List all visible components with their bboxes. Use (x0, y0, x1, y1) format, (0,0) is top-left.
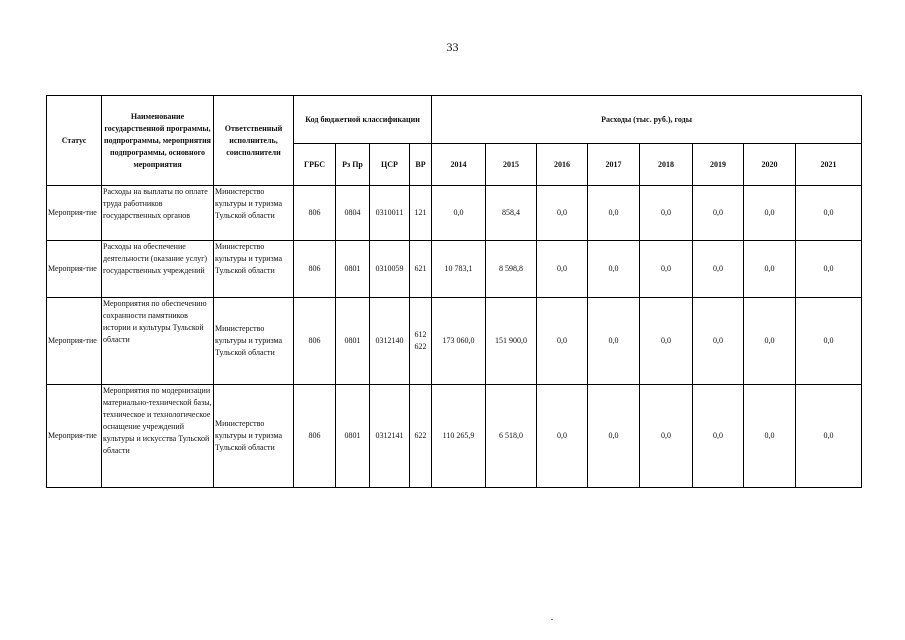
value-cell: 0,0 (744, 186, 796, 241)
grbs-cell: 806 (294, 241, 336, 298)
name-cell: Мероприятия по модернизации материально-технической базы, техническое и технологическое оснащение учреждений культуры и искусства Тульской области (102, 385, 214, 488)
csr-cell: 0312141 (370, 385, 410, 488)
value-cell: 0,0 (796, 241, 862, 298)
value-cell: 0,0 (640, 241, 693, 298)
status-cell: Мероприя-тие (47, 298, 102, 385)
value-cell: 0,0 (693, 241, 744, 298)
value-cell: 0,0 (537, 385, 588, 488)
value-cell: 0,0 (537, 241, 588, 298)
csr-cell: 0312140 (370, 298, 410, 385)
value-cell: 110 265,9 (432, 385, 486, 488)
value-cell: 10 783,1 (432, 241, 486, 298)
rzpr-cell: 0804 (336, 186, 370, 241)
table-row (47, 298, 862, 385)
executor-cell: Министерство культуры и туризма Тульской области (214, 241, 294, 298)
header-grbs: ГРБС (294, 144, 336, 186)
value-cell: 858,4 (486, 186, 537, 241)
name-cell: Расходы на выплаты по оплате труда работников государственных органов (102, 186, 214, 241)
header-year: 2020 (744, 144, 796, 186)
budget-table (46, 95, 862, 488)
value-cell: 173 060,0 (432, 298, 486, 385)
table-row (47, 241, 862, 298)
name-cell: Расходы на обеспечение деятельности (оказание услуг) государственных учреждений (102, 241, 214, 298)
vr-cell: 121 (410, 186, 432, 241)
header-csr: ЦСР (370, 144, 410, 186)
value-cell: 0,0 (693, 186, 744, 241)
vr-cell: 621 (410, 241, 432, 298)
value-cell: 8 598,8 (486, 241, 537, 298)
header-year: 2019 (693, 144, 744, 186)
value-cell: 0,0 (588, 298, 640, 385)
value-cell: 0,0 (640, 186, 693, 241)
grbs-cell: 806 (294, 186, 336, 241)
header-year: 2018 (640, 144, 693, 186)
header-rzpr: Рз Пр (336, 144, 370, 186)
rzpr-cell: 0801 (336, 385, 370, 488)
header-year: 2015 (486, 144, 537, 186)
header-expenses: Расходы (тыс. руб.), годы (432, 96, 862, 144)
value-cell: 0,0 (744, 385, 796, 488)
header-year: 2021 (796, 144, 862, 186)
header-row-1 (47, 96, 862, 144)
table-row (47, 186, 862, 241)
value-cell: 0,0 (432, 186, 486, 241)
value-cell: 0,0 (693, 298, 744, 385)
csr-cell: 0310059 (370, 241, 410, 298)
value-cell: 0,0 (588, 241, 640, 298)
status-cell: Мероприя-тие (47, 385, 102, 488)
header-budget-code: Код бюджетной классификации (294, 96, 432, 144)
header-vr: ВР (410, 144, 432, 186)
header-name: Наименование государственной программы, подпрограммы, мероприятия подпрограммы, основного мероприятия (102, 96, 214, 186)
vr-cell: 612 622 (410, 298, 432, 385)
value-cell: 0,0 (796, 385, 862, 488)
executor-cell: Министерство культуры и туризма Тульской области (214, 298, 294, 385)
value-cell: 0,0 (588, 186, 640, 241)
value-cell: 0,0 (537, 298, 588, 385)
value-cell: 0,0 (588, 385, 640, 488)
value-cell: 0,0 (796, 298, 862, 385)
header-executor: Ответственный исполнитель, соисполнители (214, 96, 294, 186)
status-cell: Мероприя-тие (47, 186, 102, 241)
executor-cell: Министерство культуры и туризма Тульской области (214, 186, 294, 241)
header-year: 2016 (537, 144, 588, 186)
page-number: 33 (446, 40, 459, 54)
header-year: 2014 (432, 144, 486, 186)
value-cell: 0,0 (744, 298, 796, 385)
value-cell: 0,0 (693, 385, 744, 488)
value-cell: 0,0 (744, 241, 796, 298)
header-status: Статус (47, 96, 102, 186)
rzpr-cell: 0801 (336, 298, 370, 385)
value-cell: 0,0 (537, 186, 588, 241)
status-cell: Мероприя-тие (47, 241, 102, 298)
name-cell: Мероприятия по обеспечению сохранности памятников истории и культуры Тульской области (102, 298, 214, 385)
csr-cell: 0310011 (370, 186, 410, 241)
value-cell: 0,0 (640, 385, 693, 488)
executor-cell: Министерство культуры и туризма Тульской области (214, 385, 294, 488)
header-year: 2017 (588, 144, 640, 186)
vr-cell: 622 (410, 385, 432, 488)
table-row (47, 385, 862, 488)
value-cell: 0,0 (640, 298, 693, 385)
grbs-cell: 806 (294, 385, 336, 488)
grbs-cell: 806 (294, 298, 336, 385)
value-cell: 151 900,0 (486, 298, 537, 385)
value-cell: 0,0 (796, 186, 862, 241)
value-cell: 6 518,0 (486, 385, 537, 488)
scan-speck (551, 619, 553, 620)
rzpr-cell: 0801 (336, 241, 370, 298)
